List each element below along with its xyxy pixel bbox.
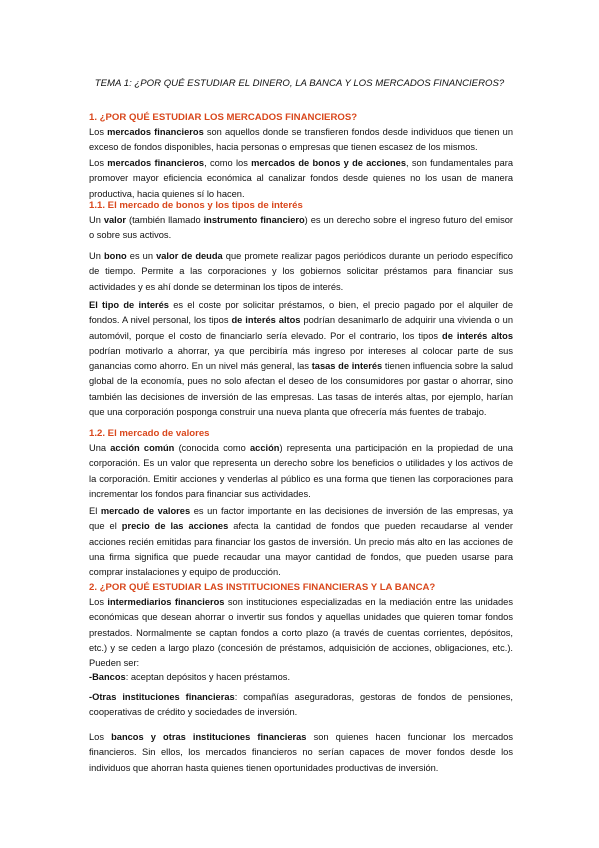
text-run: tienen influencia sobre la salud global de la economía, pues no solo afectan el deseo de los consumidores por gastar o ahorrar, sino también las decisiones de inversión de las empresas. Las tasas de interés altas, por ejemplo, harían que una corporación posponga construir una nueva planta que ofrecería más fuentes de trabajo.	[89, 361, 514, 418]
bold-term: acción común	[110, 443, 175, 453]
text-run: afecta la cantidad de fondos que pueden recaudarse al vender acciones recién emitidas para financiar los gastos de inversión. Un precio más alto en las acciones de una firma significa que puede recaudar una mayor cantidad de fondos, que pueden usarse para comprar instalaciones y equipo de producción.	[89, 521, 513, 578]
bold-term: -Otras instituciones financieras	[89, 692, 235, 702]
text-run: Los	[89, 732, 112, 742]
bold-term: mercado de valores	[100, 506, 191, 516]
text-run: son instituciones especializadas en la mediación entre las unidades económicas que desean ahorrar o invertir sus fondos y aquellas unidades que quieren tomar fondos prestados. Normalmente se captan fondos a corto plazo (a través de cuentas corrientes, depósitos, etc.) y se ceden a largo plazo (concesión de préstamos, adquisición de acciones, obligaciones, etc.). Pueden ser:	[89, 597, 514, 669]
section-2-heading: 2. ¿POR QUÉ ESTUDIAR LAS INSTITUCIONES FINANCIERAS Y LA BANCA?	[89, 582, 436, 593]
bold-term: tasas de interés	[311, 361, 383, 372]
bold-term: El tipo de interés	[89, 300, 169, 310]
section-1-paragraph-1	[89, 125, 513, 156]
text-run: Los	[89, 127, 108, 137]
bold-term: de interés altos	[231, 315, 301, 326]
section-1-1-paragraph-2	[89, 249, 513, 295]
text-run: (también llamado	[126, 215, 204, 225]
section-2-paragraph-1	[89, 595, 513, 671]
text-run: ) es un derecho sobre el ingreso futuro del emisor o sobre sus activos.	[89, 215, 513, 241]
text-run: : compañías aseguradoras, gestoras de fondos de pensiones, cooperativas de crédito y sociedades de inversión.	[89, 692, 513, 718]
bold-term: de interés altos	[442, 330, 514, 341]
section-2-paragraph-banks	[89, 670, 513, 685]
section-1-1-heading: 1.1. El mercado de bonos y los tipos de interés	[89, 200, 303, 211]
text-run: Una	[89, 443, 111, 453]
bold-term: bancos y otras instituciones financieras	[111, 732, 307, 742]
bold-term: acción	[250, 443, 280, 453]
text-run: podrían motivarlo a ahorrar, ya que percibiría más ingreso por intereses al colocar parte de sus ganancias como ahorro. En un nivel más general, las	[89, 345, 513, 372]
bold-term: mercados financieros	[107, 158, 205, 168]
page-title: TEMA 1: ¿POR QUÉ ESTUDIAR EL DINERO, LA BANCA Y LOS MERCADOS FINANCIEROS?	[94, 78, 505, 89]
text-run: podrían desanimarlo de adquirir una vivienda o un automóvil, porque el costo de financiarlo sería elevado. Por el contrario, los tipos	[89, 315, 514, 341]
bold-term: bono	[103, 251, 127, 261]
section-1-paragraph-2	[89, 156, 513, 202]
section-1-heading: 1. ¿POR QUÉ ESTUDIAR LOS MERCADOS FINANCIEROS?	[89, 112, 358, 123]
bold-term: mercados de bonos y de acciones	[251, 158, 407, 168]
text-run: , como los	[204, 158, 252, 168]
text-run: ) representa una participación en la propiedad de una corporación. Es un valor que representa un derecho sobre los beneficios o utilidades y los activos de la corporación. Emitir acciones y venderlas al público es una forma que tienen las corporaciones para incrementar los fondos para financiar sus actividades.	[89, 443, 514, 499]
text-run: es un	[126, 251, 157, 261]
section-1-1-paragraph-1	[89, 213, 513, 244]
text-run: , son fundamentales para promover mayor eficiencia económica al canalizar fondos desde quienes no los usan de manera productiva, hacia quienes sí lo hacen.	[89, 158, 514, 199]
text-run: es el coste por solicitar préstamos, o bien, el precio pagado por el alquiler de fondos. A nivel personal, los tipos	[89, 300, 514, 326]
bold-term: intermediarios financieros	[107, 597, 225, 607]
text-run: Los	[89, 597, 108, 607]
section-1-2-heading: 1.2. El mercado de valores	[89, 428, 210, 439]
text-run: Los	[89, 158, 108, 168]
text-run: son quienes hacen funcionar los mercados financieros. Sin ellos, los mercados financieros no serían capaces de mover fondos desde los individuos que ahorran hasta quienes tienen oportunidades productivas de inversión.	[89, 732, 513, 773]
bold-term: valor	[103, 215, 127, 225]
text-run: que promete realizar pagos periódicos durante un periodo específico de tiempo. Permite a las corporaciones y los gobiernos solicitar préstamos para financiar sus actividades y es ahí donde se determinan los tipos de interés.	[89, 251, 513, 292]
section-1-2-paragraph-1	[89, 441, 513, 502]
text-run: Un	[89, 251, 104, 261]
text-run: son aquellos donde se transfieren fondos desde individuos que tienen un exceso de fondos disponibles, hacia personas o empresas que tienen escasez de los mismos.	[89, 127, 513, 153]
bold-term: precio de las acciones	[121, 521, 229, 532]
text-run: El	[89, 506, 101, 516]
section-2-paragraph-4	[89, 730, 513, 776]
text-run: Un	[89, 215, 104, 225]
section-1-1-paragraph-3	[89, 298, 513, 420]
bold-term: mercados financieros	[107, 127, 204, 137]
text-run: es un factor importante en las decisiones de inversión de las empresas, ya que el	[89, 506, 514, 532]
bold-term: -Bancos	[89, 672, 126, 682]
text-run: : aceptan depósitos y hacen préstamos.	[125, 672, 291, 682]
bold-term: instrumento financiero	[203, 215, 305, 225]
section-2-paragraph-other	[89, 690, 513, 721]
bold-term: valor de deuda	[156, 251, 223, 261]
text-run: (conocida como	[174, 443, 250, 453]
section-1-2-paragraph-2	[89, 504, 513, 580]
